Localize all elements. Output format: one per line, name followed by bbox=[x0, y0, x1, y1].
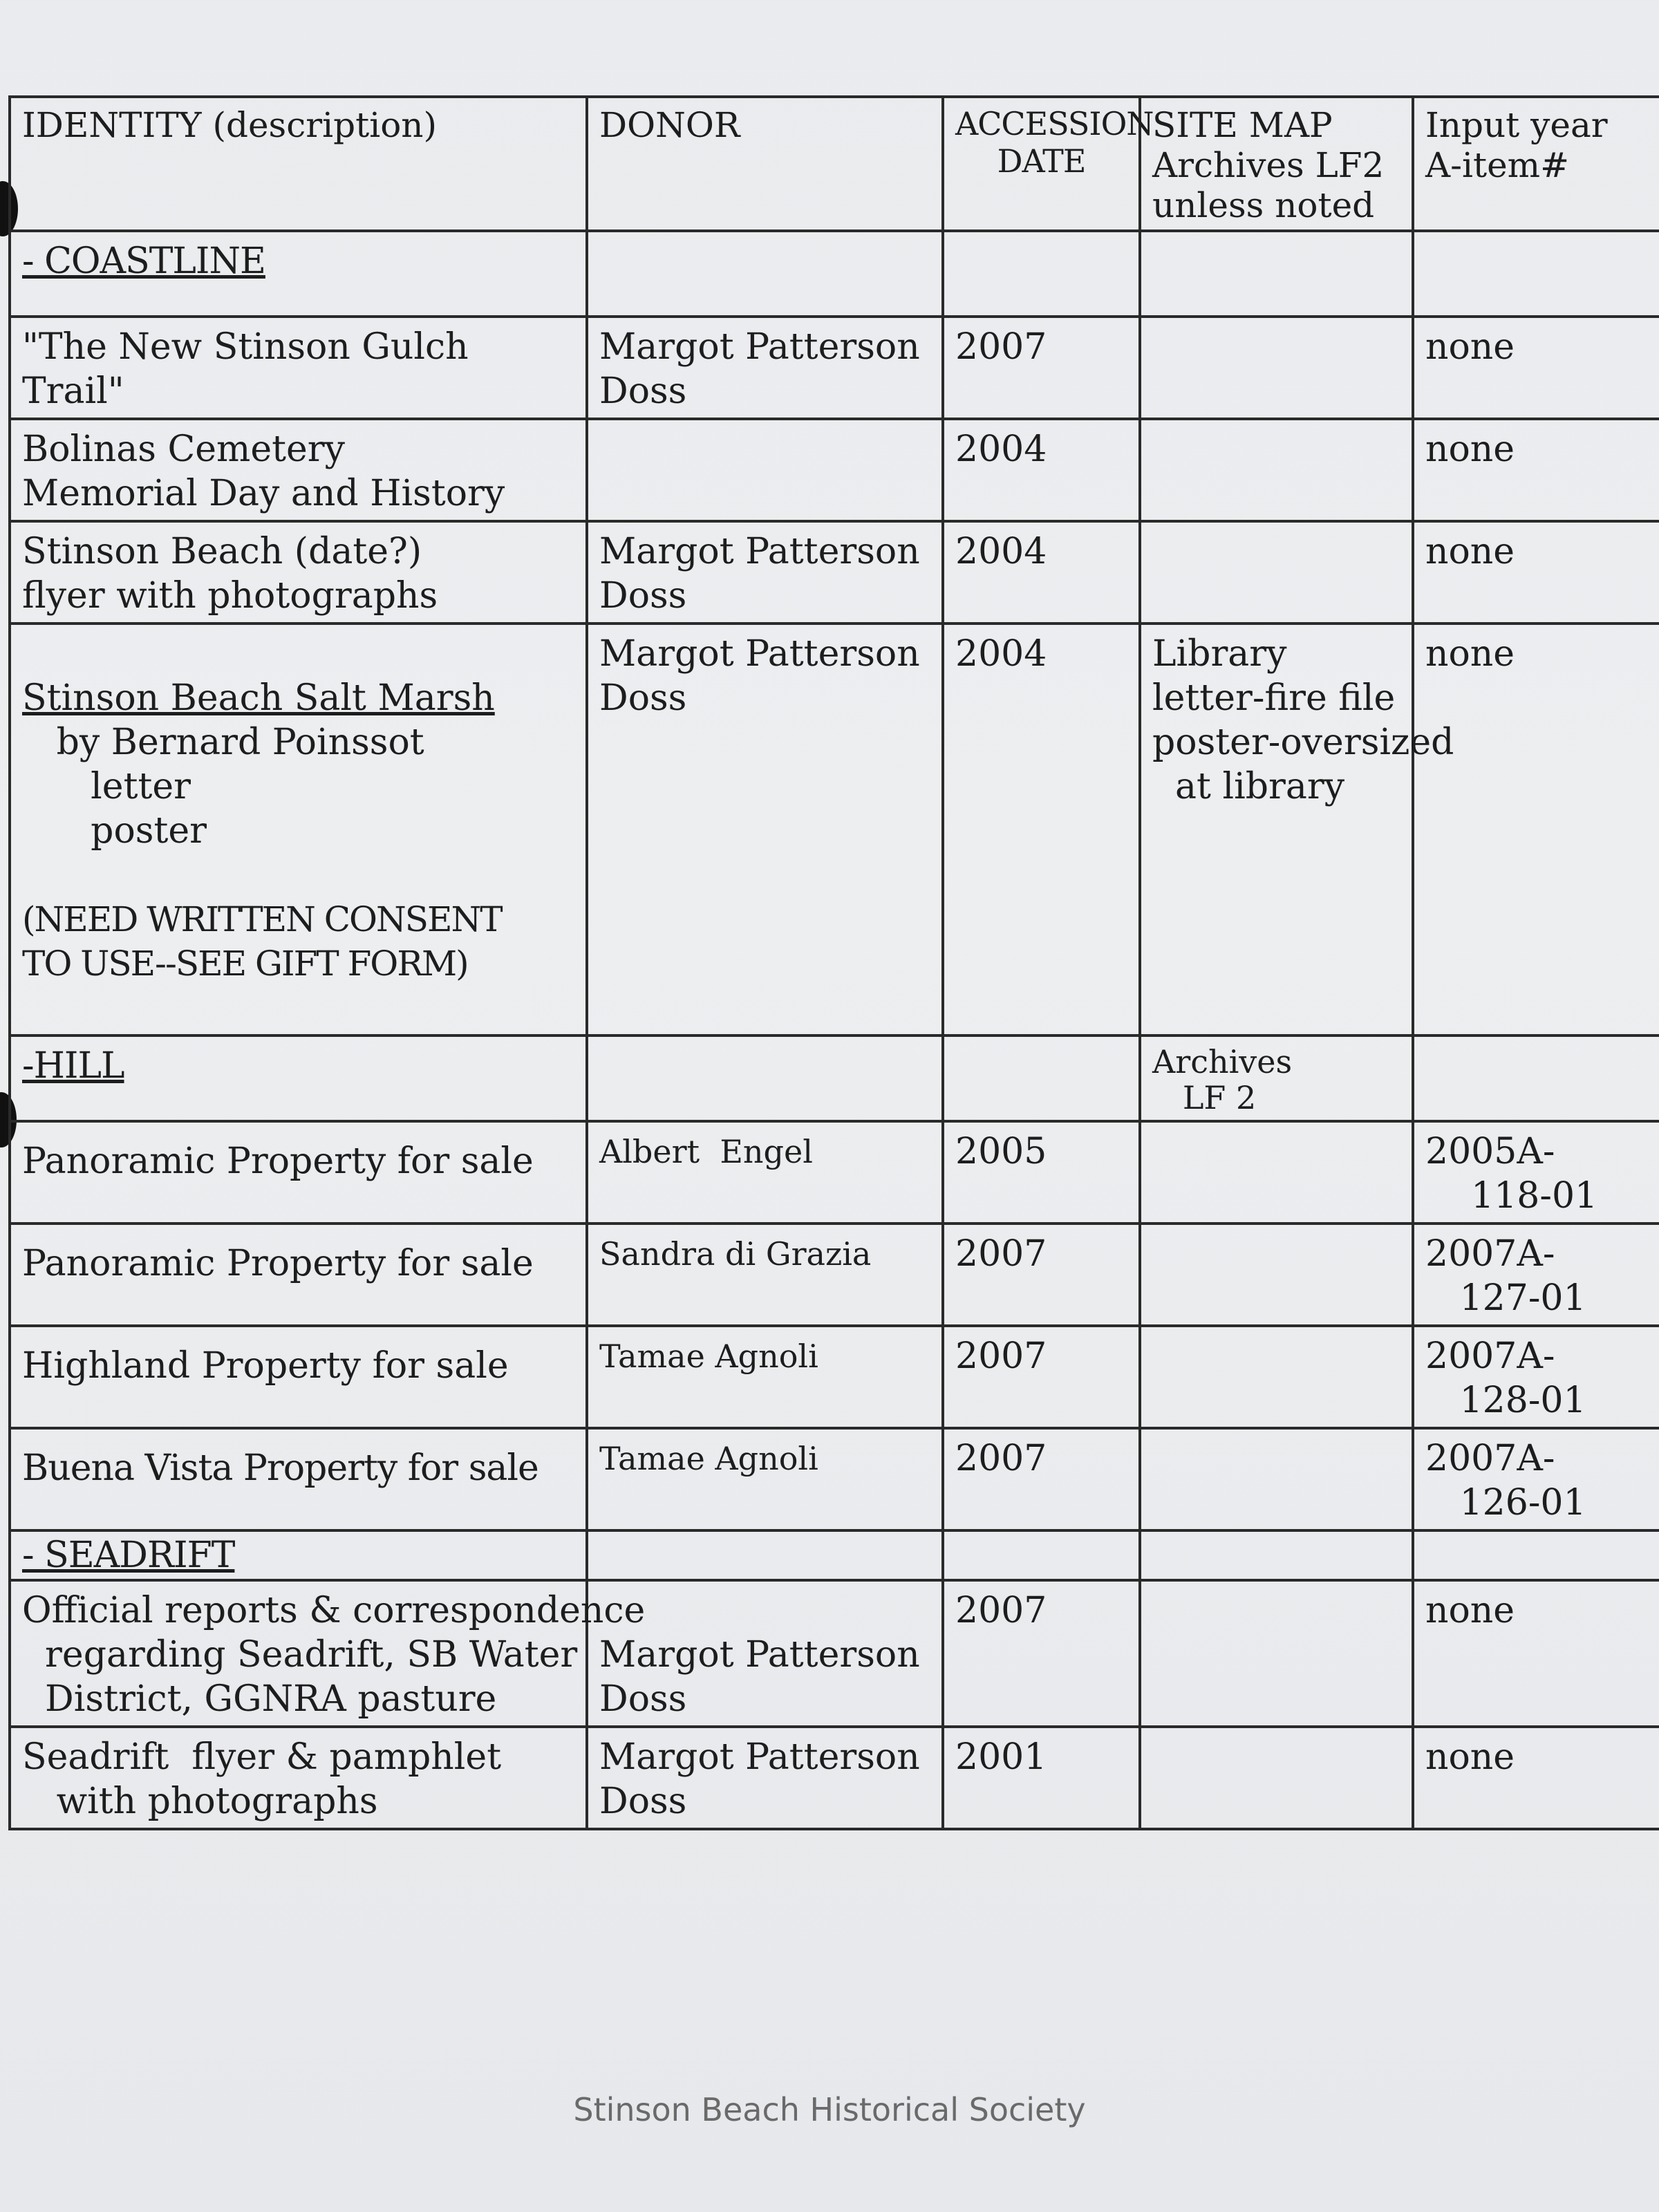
archive-ledger-table bbox=[8, 95, 1659, 1830]
donor-cell: Tamae Agnoli bbox=[587, 1428, 943, 1530]
site-cell: Archives LF 2 bbox=[1140, 1035, 1413, 1121]
site-cell bbox=[1140, 1727, 1413, 1829]
section-title: - COASTLINE bbox=[10, 231, 587, 317]
input-cell: none bbox=[1413, 521, 1659, 624]
input-cell: 2007A- 128-01 bbox=[1413, 1326, 1659, 1428]
date-cell: 2007 bbox=[943, 1580, 1140, 1727]
identity-cell: "The New Stinson Gulch Trail" bbox=[10, 317, 587, 419]
date-cell: 2001 bbox=[943, 1727, 1140, 1829]
input-cell: none bbox=[1413, 1580, 1659, 1727]
date-cell: 2007 bbox=[943, 1326, 1140, 1428]
input-cell: none bbox=[1413, 1727, 1659, 1829]
site-cell bbox=[1140, 1326, 1413, 1428]
donor-cell: Margot Patterson Doss bbox=[587, 1580, 943, 1727]
table-row bbox=[10, 317, 1659, 419]
date-cell: 2005 bbox=[943, 1121, 1140, 1224]
salt-marsh-details: by Bernard Poinssot letter poster bbox=[56, 722, 424, 852]
site-cell: Library letter-fire file poster-oversized at library bbox=[1140, 624, 1413, 1035]
date-cell: 2004 bbox=[943, 419, 1140, 521]
date-cell: 2004 bbox=[943, 624, 1140, 1035]
header-identity: IDENTITY (description) bbox=[10, 97, 587, 231]
date-cell: 2007 bbox=[943, 317, 1140, 419]
watermark-footer: Stinson Beach Historical Society bbox=[573, 2091, 1086, 2128]
identity-cell: Bolinas Cemetery Memorial Day and History bbox=[10, 419, 587, 521]
identity-cell: Highland Property for sale bbox=[10, 1326, 587, 1428]
table-row bbox=[10, 1727, 1659, 1829]
input-cell: 2005A- 118-01 bbox=[1413, 1121, 1659, 1224]
site-cell bbox=[1140, 419, 1413, 521]
header-input-year: Input year A-item# bbox=[1413, 97, 1659, 231]
salt-marsh-title: Stinson Beach Salt Marsh bbox=[22, 677, 495, 719]
input-cell: none bbox=[1413, 317, 1659, 419]
site-cell bbox=[1140, 1224, 1413, 1326]
date-cell: 2007 bbox=[943, 1224, 1140, 1326]
identity-cell: Panoramic Property for sale bbox=[10, 1121, 587, 1224]
identity-cell: Stinson Beach (date?) flyer with photographs bbox=[10, 521, 587, 624]
section-row-hill bbox=[10, 1035, 1659, 1121]
input-cell: none bbox=[1413, 419, 1659, 521]
date-cell: 2007 bbox=[943, 1428, 1140, 1530]
site-cell bbox=[1140, 1121, 1413, 1224]
input-cell: none bbox=[1413, 624, 1659, 1035]
donor-cell: Margot Patterson Doss bbox=[587, 1727, 943, 1829]
input-cell: 2007A- 127-01 bbox=[1413, 1224, 1659, 1326]
identity-cell: Panoramic Property for sale bbox=[10, 1224, 587, 1326]
table-row bbox=[10, 419, 1659, 521]
identity-cell: Seadrift flyer & pamphlet with photographs bbox=[10, 1727, 587, 1829]
section-title: - SEADRIFT bbox=[10, 1530, 587, 1580]
donor-cell: Tamae Agnoli bbox=[587, 1326, 943, 1428]
site-cell bbox=[1140, 1428, 1413, 1530]
table-row bbox=[10, 1121, 1659, 1224]
site-cell bbox=[1140, 1580, 1413, 1727]
table-row bbox=[10, 1428, 1659, 1530]
section-row-coastline bbox=[10, 231, 1659, 317]
identity-cell: Official reports & correspondence regarding Seadrift, SB Water District, GGNRA pasture bbox=[10, 1580, 587, 1727]
table-row bbox=[10, 1580, 1659, 1727]
date-cell: 2004 bbox=[943, 521, 1140, 624]
table-row bbox=[10, 521, 1659, 624]
input-cell: 2007A- 126-01 bbox=[1413, 1428, 1659, 1530]
section-row-seadrift bbox=[10, 1530, 1659, 1580]
site-cell bbox=[1140, 521, 1413, 624]
donor-cell: Sandra di Grazia bbox=[587, 1224, 943, 1326]
table-row bbox=[10, 624, 1659, 1035]
donor-cell bbox=[587, 419, 943, 521]
donor-cell: Margot Patterson Doss bbox=[587, 624, 943, 1035]
consent-note: (NEED WRITTEN CONSENT TO USE--SEE GIFT FORM) bbox=[22, 899, 502, 984]
header-row bbox=[10, 97, 1659, 231]
header-donor: DONOR bbox=[587, 97, 943, 231]
donor-cell: Albert Engel bbox=[587, 1121, 943, 1224]
table-row bbox=[10, 1224, 1659, 1326]
table-row bbox=[10, 1326, 1659, 1428]
section-title: -HILL bbox=[10, 1035, 587, 1121]
identity-cell: Buena Vista Property for sale bbox=[10, 1428, 587, 1530]
header-accession-date: ACCESSION DATE bbox=[943, 97, 1140, 231]
donor-cell: Margot Patterson Doss bbox=[587, 521, 943, 624]
donor-cell: Margot Patterson Doss bbox=[587, 317, 943, 419]
identity-cell bbox=[10, 624, 587, 1035]
site-cell bbox=[1140, 317, 1413, 419]
header-site-map: SITE MAP Archives LF2 unless noted bbox=[1140, 97, 1413, 231]
